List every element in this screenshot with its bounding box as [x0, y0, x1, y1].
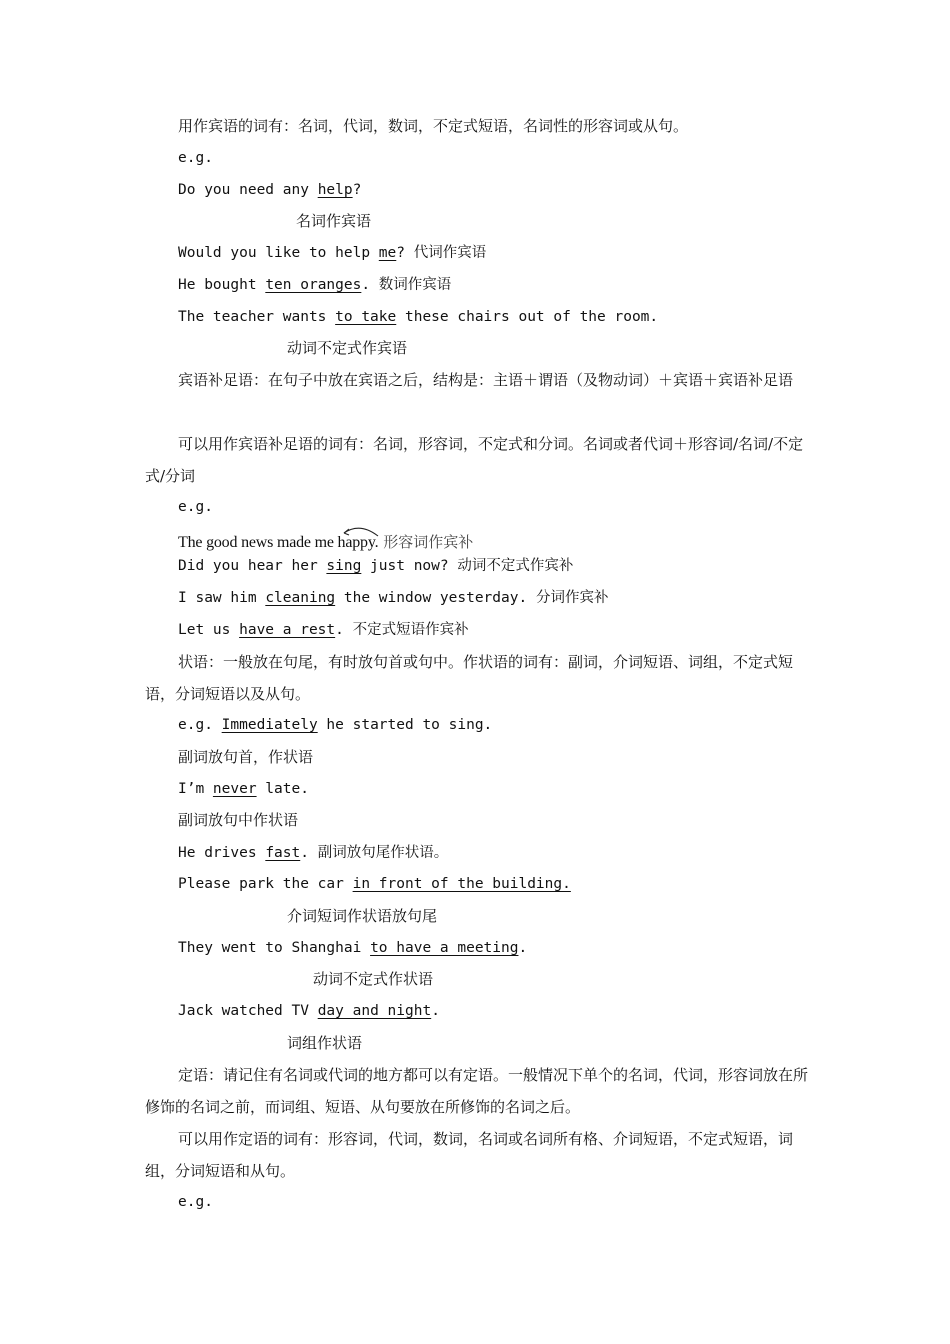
paragraph: 可以用作宾语补足语的词有：名词，形容词，不定式和分词。名词或者代词＋形容词/名词/不定式/分词	[145, 435, 804, 485]
example-sentence: Would you like to help me? 代词作宾语	[178, 245, 487, 261]
annotation: 动词不定式作宾语	[287, 339, 408, 357]
example-sentence: I saw him cleaning the window yesterday. 分词作宾补	[178, 590, 609, 606]
annotation: 副词放句首，作状语	[178, 748, 314, 766]
annotation: 副词放句中作状语	[178, 811, 299, 829]
text-line: e.g.	[178, 1194, 213, 1210]
annotation: 介词短词作状语放句尾	[287, 907, 438, 925]
text-line: 用作宾语的词有：名词，代词，数词，不定式短语，名词性的形容词或从句。	[178, 117, 689, 135]
paragraph: 可以用作定语的词有：形容词，代词，数词，名词或名词所有格、介词短语，不定式短语，词组，分词短语和从句。	[145, 1130, 794, 1180]
paragraph: 宾语补足语：在句子中放在宾语之后，结构是：主语＋谓语（及物动词）＋宾语＋宾语补足语	[178, 371, 794, 389]
example-sentence: Do you need any help?	[178, 182, 362, 198]
example-sentence: Let us have a rest. 不定式短语作宾补	[178, 622, 469, 638]
example-sentence: Please park the car in front of the building.	[178, 876, 571, 892]
paragraph: 定语：请记住有名词或代词的地方都可以有定语。一般情况下单个的名词，代词，形容词放在所修饰的名词之前，而词组、短语、从句要放在所修饰的名词之后。	[145, 1066, 809, 1116]
annotation: 词组作状语	[287, 1034, 363, 1052]
text-line: e.g.	[178, 499, 213, 515]
example-sentence: He bought ten oranges. 数词作宾语	[178, 277, 452, 293]
example-sentence: Jack watched TV day and night.	[178, 1003, 440, 1019]
example-sentence: The good news made me happy. 形容词作宾补	[178, 533, 474, 551]
text-line: e.g.	[178, 150, 213, 166]
example-sentence: He drives fast. 副词放句尾作状语。	[178, 845, 449, 861]
example-sentence: The teacher wants to take these chairs out of the room.	[178, 309, 659, 325]
example-sentence: e.g. Immediately he started to sing.	[178, 717, 493, 733]
example-sentence: They went to Shanghai to have a meeting.	[178, 940, 528, 956]
annotation: 动词不定式作状语	[313, 970, 434, 988]
example-sentence: Did you hear her sing just now? 动词不定式作宾补	[178, 558, 574, 574]
curved-arrow-icon	[340, 524, 380, 538]
annotation: 名词作宾语	[296, 212, 372, 230]
paragraph: 状语：一般放在句尾，有时放句首或句中。作状语的词有：副词，介词短语、词组，不定式短语，分词短语以及从句。	[145, 653, 794, 703]
example-sentence: I’m never late.	[178, 781, 309, 797]
